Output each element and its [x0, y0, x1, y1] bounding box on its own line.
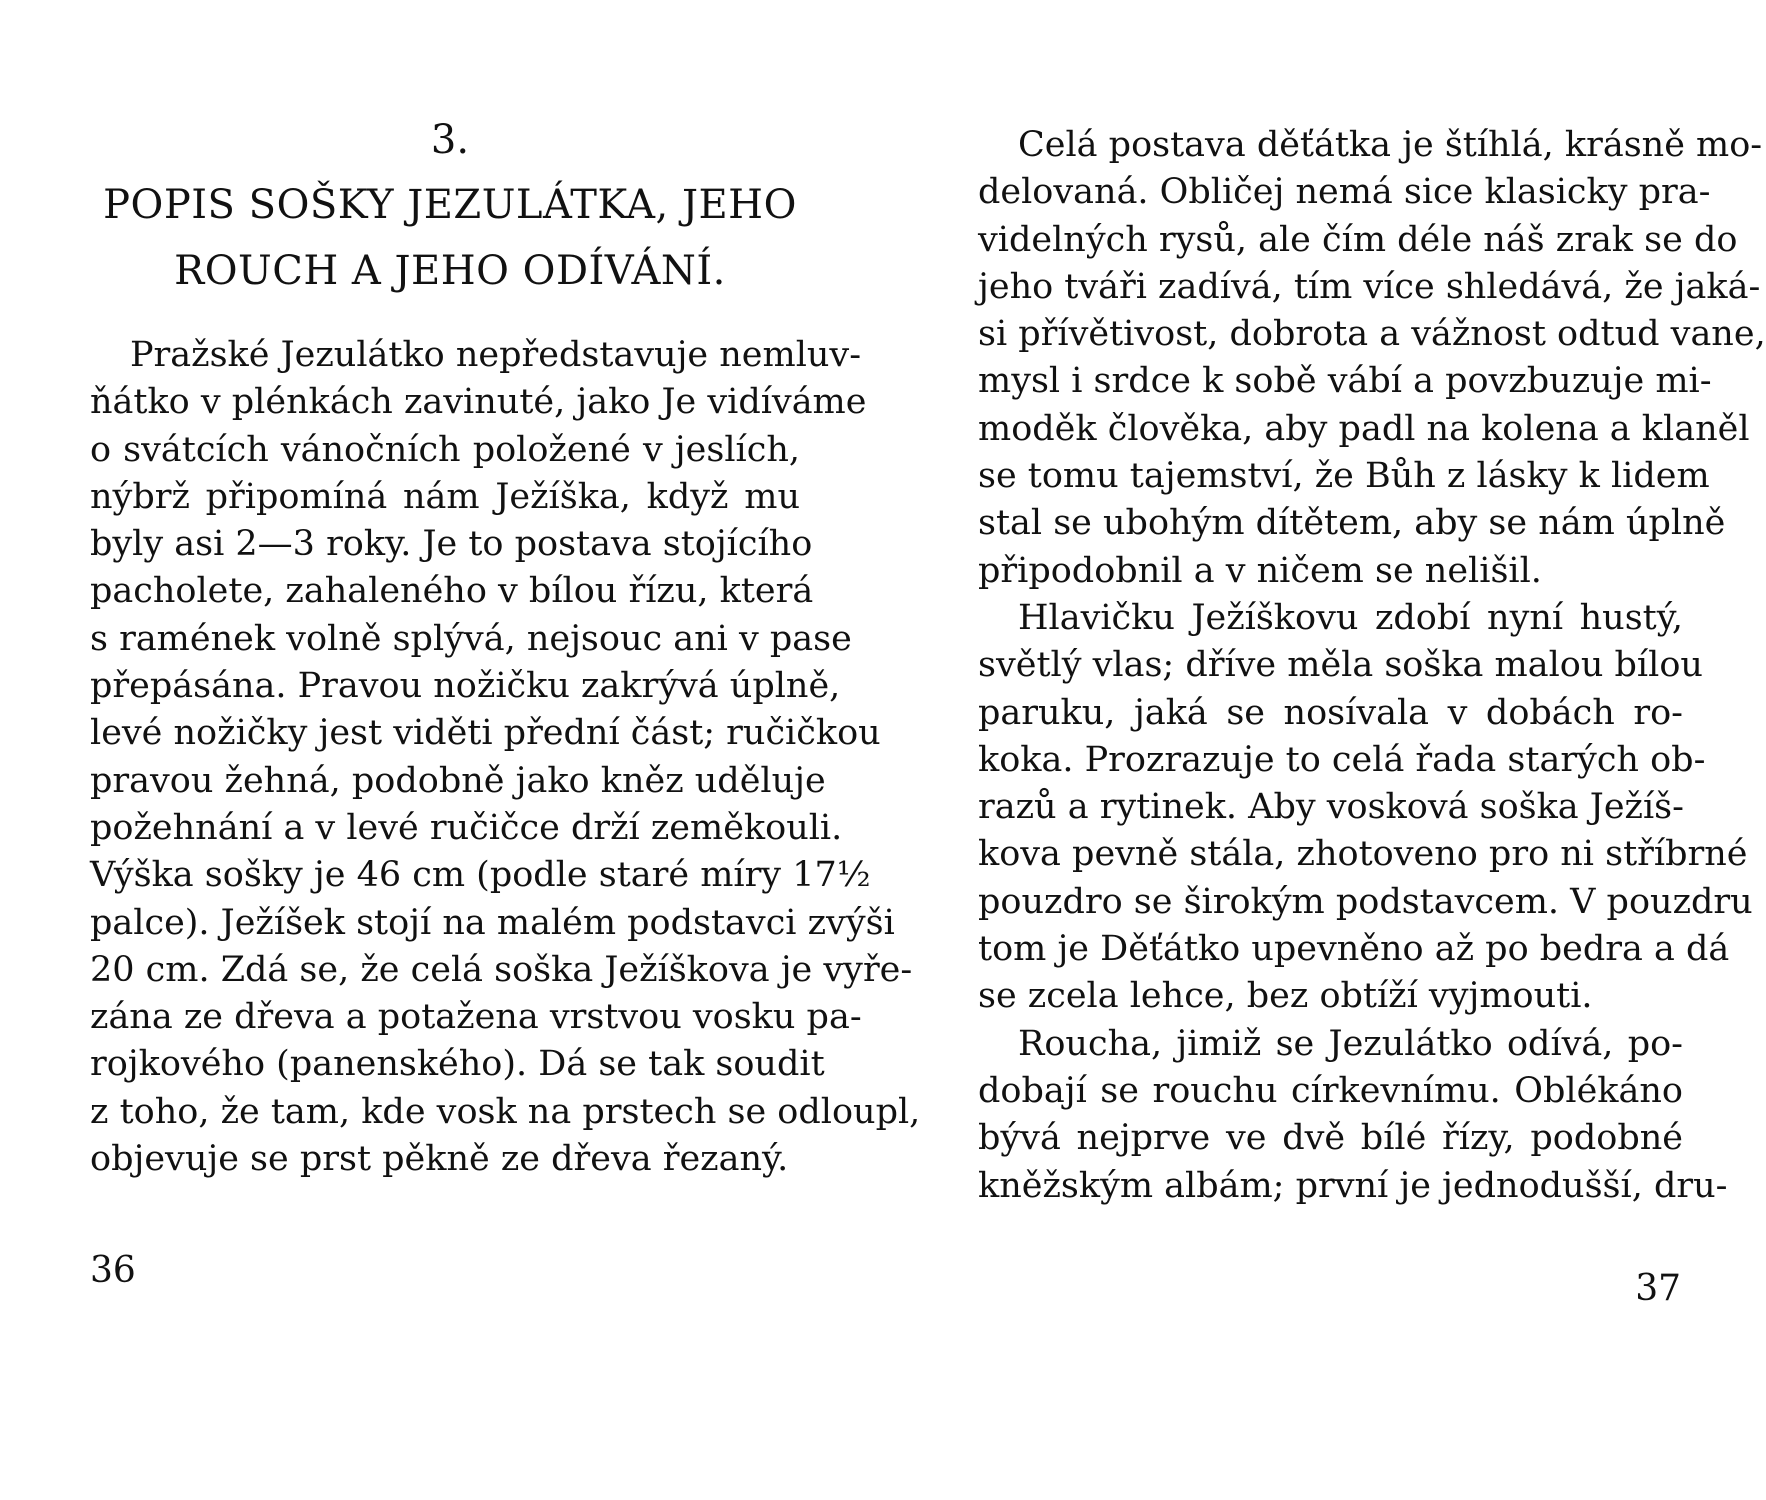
text-line: Hlavičku Ježíškovu zdobí nyní hustý, — [1018, 597, 1683, 638]
text-line: tom je Děťátko upevněno až po bedra a dá — [978, 929, 1730, 970]
text-line: jeho tváři zadívá, tím více shledává, že jaká- — [978, 266, 1761, 307]
text-line: videlných rysů, ale čím déle náš zrak se do — [978, 219, 1738, 260]
text-line: požehnání a v levé ručičce drží zeměkouli. — [90, 807, 843, 848]
text-line: stal se ubohým dítětem, aby se nám úplně — [978, 503, 1726, 544]
text-line: Pražské Jezulátko nepředstavuje nemluv- — [130, 335, 862, 375]
text-line: pacholete, zahaleného v bílou řízu, která — [90, 571, 814, 612]
page-number: 37 — [1635, 1268, 1681, 1309]
text-line: pravou žehná, podobně jako kněz uděluje — [90, 760, 826, 801]
text-line: razů a rytinek. Aby vosková soška Ježíš- — [978, 787, 1684, 828]
text-line: přepásána. Pravou nožičku zakrývá úplně, — [90, 666, 841, 707]
text-line: o svátcích vánočních položené v jeslích, — [90, 429, 800, 470]
text-line: koka. Prozrazuje to celá řada starých ob- — [978, 739, 1706, 780]
text-line: připodobnil a v ničem se nelišil. — [978, 550, 1542, 591]
text-line: dobají se rouchu církevnímu. Oblékáno — [978, 1070, 1683, 1111]
text-line: delovaná. Obličej nemá sice klasicky pra- — [978, 172, 1711, 213]
right-page — [883, 0, 1766, 1500]
text-line: se tomu tajemství, že Bůh z lásky k lidem — [978, 456, 1710, 497]
text-line: kova pevně stála, zhotoveno pro ni stříbrné — [978, 834, 1748, 875]
text-line: ňátko v plénkách zavinuté, jako Je vidíváme — [90, 382, 867, 423]
text-line: Roucha, jimiž se Jezulátko odívá, po- — [1018, 1023, 1683, 1064]
text-line: rojkového (panenského). Dá se tak soudit — [90, 1044, 825, 1085]
chapter-title-line: POPIS SOŠKY JEZULÁTKA, JEHO — [103, 182, 797, 228]
text-line: světlý vlas; dříve měla soška malou bílou — [978, 645, 1703, 686]
chapter-title — [90, 172, 810, 304]
text-line: moděk člověka, aby padl na kolena a klaněl — [978, 408, 1750, 449]
left-body-text — [90, 332, 921, 1183]
chapter-number: 3. — [430, 117, 470, 163]
text-line: Celá postava děťátka je štíhlá, krásně mo- — [1018, 125, 1763, 165]
text-line: s ramének volně splývá, nejsouc ani v pase — [90, 618, 852, 659]
text-line: zána ze dřeva a potažena vrstvou vosku pa- — [90, 997, 862, 1038]
text-line: bývá nejprve ve dvě bílé řízy, podobné — [978, 1118, 1683, 1159]
text-line: palce). Ježíšek stojí na malém podstavci zvýši — [90, 902, 895, 943]
text-line: levé nožičky jest viděti přední část; ručičkou — [90, 713, 881, 754]
text-line: mysl i srdce k sobě vábí a povzbuzuje mi- — [978, 361, 1712, 402]
text-line: se zcela lehce, bez obtíží vyjmouti. — [978, 976, 1593, 1017]
text-line: pouzdro se širokým podstavcem. V pouzdru — [978, 881, 1753, 922]
text-line: z toho, že tam, kde vosk na prstech se odloupl, — [90, 1091, 921, 1132]
text-line: byly asi 2—3 roky. Je to postava stojícího — [90, 524, 813, 565]
page-number: 36 — [90, 1250, 136, 1291]
chapter-title-line: ROUCH A JEHO ODÍVÁNÍ. — [174, 248, 726, 294]
text-line: nýbrž připomíná nám Ježíška, když mu — [90, 476, 800, 517]
text-line: 20 cm. Zdá se, že celá soška Ježíškova je vyře- — [90, 949, 913, 990]
right-body-text — [978, 122, 1766, 1210]
text-line: Výška sošky je 46 cm (podle staré míry 17½ — [90, 855, 871, 896]
text-line: kněžským albám; první je jednodušší, dru- — [978, 1165, 1728, 1206]
text-line: objevuje se prst pěkně ze dřeva řezaný. — [90, 1139, 789, 1180]
text-line: paruku, jaká se nosívala v dobách ro- — [978, 692, 1683, 733]
text-line: si přívětivost, dobrota a vážnost odtud vane, — [978, 314, 1766, 355]
